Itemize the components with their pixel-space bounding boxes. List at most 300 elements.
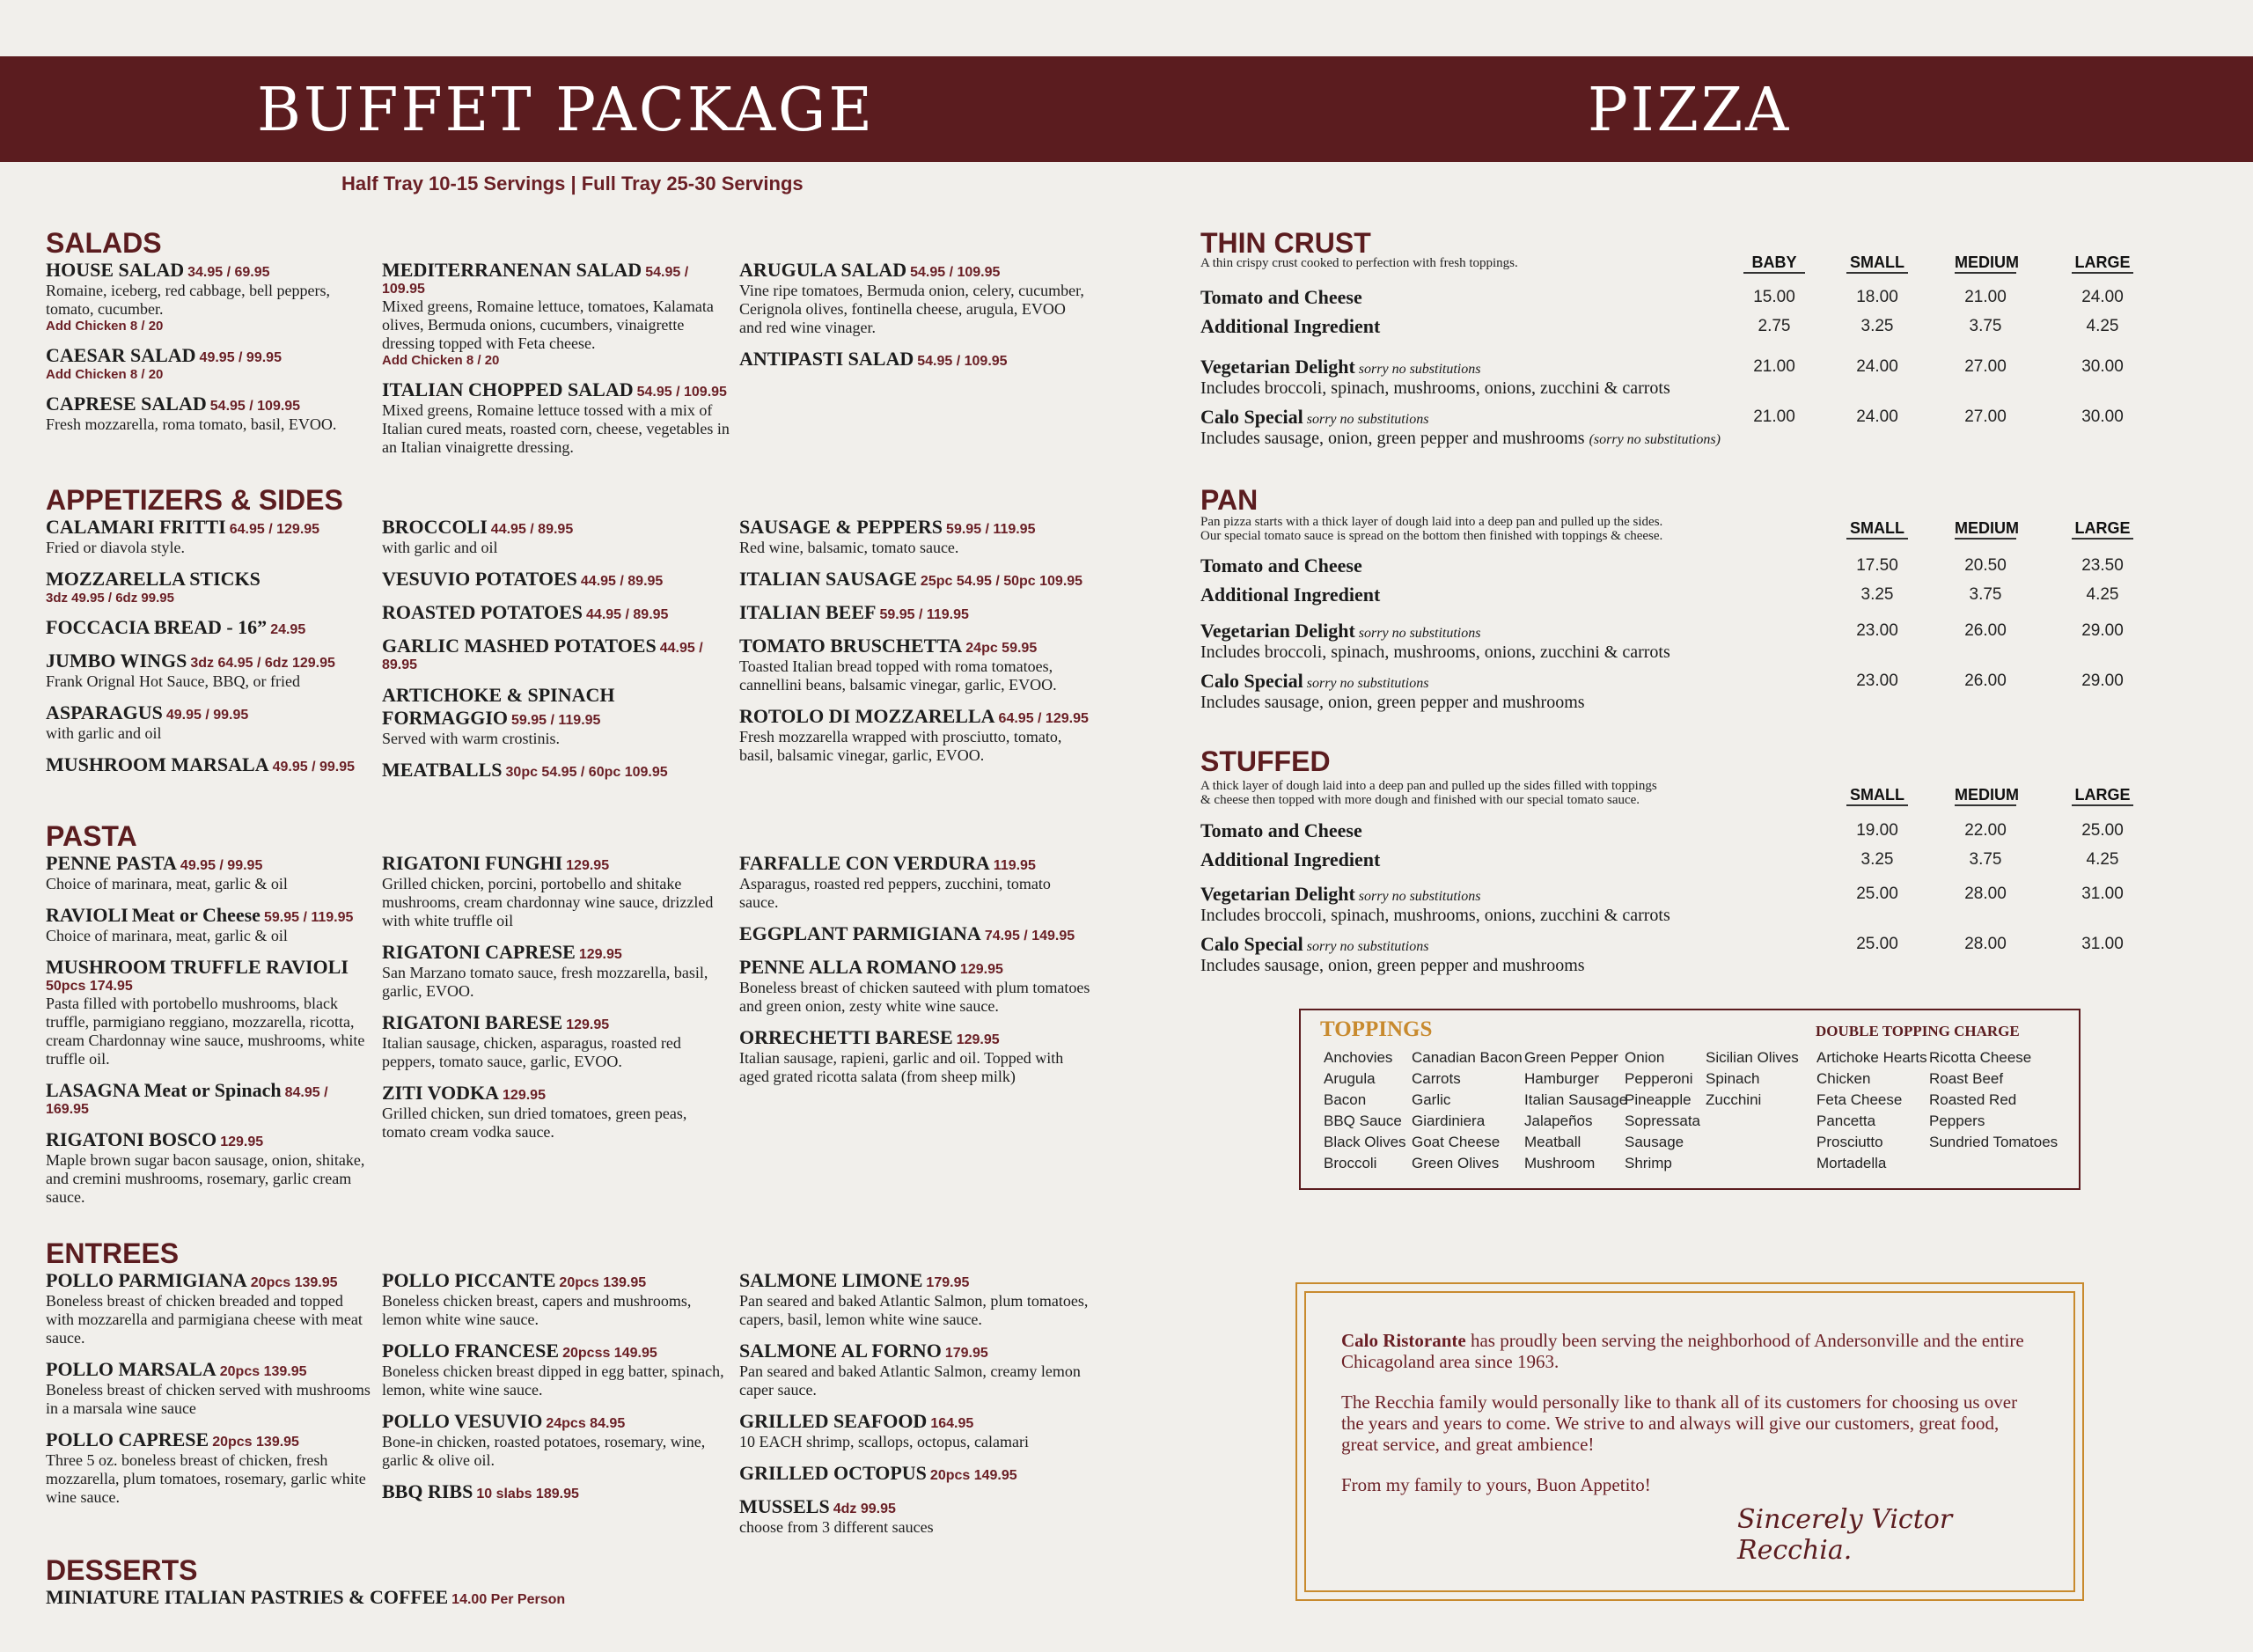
topping-item: Zucchini — [1706, 1091, 1762, 1108]
pizza-price: 3.75 — [1969, 585, 2002, 604]
menu-item — [46, 753, 373, 776]
item-description: Served with warm crostinis. — [382, 730, 560, 747]
pizza-price: 3.25 — [1860, 850, 1894, 869]
item-name: ITALIAN CHOPPED SALAD — [382, 378, 634, 400]
pizza-name-line — [1200, 933, 1887, 956]
pizza-row — [1200, 670, 1887, 712]
pizza-price: 28.00 — [1964, 885, 2007, 903]
item-name-line — [382, 601, 730, 624]
item-price: 20pcs 139.95 — [250, 1275, 338, 1290]
item-name-line — [46, 393, 373, 415]
topping-item: Jalapeños — [1524, 1112, 1593, 1129]
item-extra: 3dz 49.95 / 6dz 99.95 — [46, 591, 174, 606]
item-description: 10 EACH shrimp, scallops, octopus, calamari — [739, 1433, 1029, 1450]
item-description: Grilled chicken, porcini, portobello and shitake mushrooms, cream chardonnay wine sauce, drizzled with white truffle oil — [382, 875, 714, 929]
pizza-price: 15.00 — [1753, 288, 1795, 306]
pizza-name: Additional Ingredient — [1200, 848, 1381, 870]
item-price: 3dz 64.95 / 6dz 129.95 — [190, 656, 335, 671]
item-extra: Add Chicken 8 / 20 — [46, 319, 164, 334]
menu-item — [739, 516, 1091, 557]
topping-item: Sopressata — [1625, 1112, 1700, 1129]
item-name: RAVIOLI — [46, 904, 128, 926]
item-price: 25pc 54.95 / 50pc 109.95 — [920, 574, 1083, 589]
item-description: Fresh mozzarella, roma tomato, basil, EVOO. — [46, 415, 337, 433]
pizza-price: 31.00 — [2081, 885, 2124, 903]
item-name-line — [739, 1495, 1091, 1518]
pizza-name: Vegetarian Delight — [1200, 883, 1355, 905]
topping-item: Spinach — [1706, 1070, 1760, 1087]
item-price: 129.95 — [959, 962, 1003, 977]
toppings-column — [1324, 1047, 1406, 1174]
item-name-line — [46, 1586, 838, 1609]
item-name-line — [382, 1410, 730, 1433]
menu-item — [46, 956, 373, 1068]
item-name: POLLO MARSALA — [46, 1358, 216, 1380]
item-description: Italian sausage, chicken, asparagus, roasted red peppers, tomato sauce, garlic, EVOO. — [382, 1034, 681, 1070]
item-name: TOMATO BRUSCHETTA — [739, 635, 963, 657]
pizza-name-line — [1200, 620, 1887, 642]
item-name-line — [382, 1082, 730, 1105]
menu-item — [46, 393, 373, 434]
item-description: Pan seared and baked Atlantic Salmon, plum tomatoes, capers, basil, lemon white wine sauce. — [739, 1292, 1089, 1328]
item-description: with garlic and oil — [46, 724, 162, 742]
pizza-detail-line — [1200, 378, 1887, 398]
menu-item — [739, 1410, 1091, 1451]
topping-item: Broccoli — [1324, 1155, 1377, 1171]
item-description: Pan seared and baked Atlantic Salmon, creamy lemon caper sauce. — [739, 1362, 1081, 1399]
pizza-note: sorry no substitutions — [1358, 889, 1481, 904]
pizza-detail: Includes sausage, onion, green pepper and mushrooms — [1200, 956, 1585, 975]
item-name: CAESAR SALAD — [46, 344, 196, 366]
menu-item — [46, 1428, 373, 1507]
pizza-detail-line — [1200, 906, 1887, 925]
topping-item: Carrots — [1412, 1070, 1461, 1087]
pizza-row — [1200, 933, 1887, 975]
pizza-name: Calo Special — [1200, 933, 1303, 955]
menu-item — [46, 616, 373, 639]
pizza-section-description: A thick layer of dough laid into a deep pan and pulled up the sides filled with toppings — [1200, 779, 1657, 793]
pizza-name-line — [1200, 848, 1887, 871]
item-name: BROCCOLI — [382, 516, 488, 538]
menu-column — [739, 516, 1091, 775]
item-price: 59.95 / 119.95 — [946, 522, 1036, 537]
item-name: ROASTED POTATOES — [382, 601, 583, 623]
item-description: Bone-in chicken, roasted potatoes, rosemary, wine, garlic & olive oil. — [382, 1433, 706, 1469]
item-description: Fried or diavola style. — [46, 539, 185, 556]
double-topping-item: Roasted Red — [1929, 1091, 2017, 1108]
pizza-price: 23.00 — [1856, 672, 1898, 690]
menu-item — [739, 1340, 1091, 1399]
item-name: FOCCACIA BREAD - 16” — [46, 616, 268, 638]
item-name-line — [382, 635, 730, 673]
item-name-line — [382, 852, 730, 875]
pizza-detail-line — [1200, 693, 1887, 712]
pizza-price: 25.00 — [2081, 821, 2124, 840]
item-description: Romaine, iceberg, red cabbage, bell peppers, tomato, cucumber. — [46, 282, 331, 318]
item-price: 20pcs 149.95 — [929, 1468, 1017, 1483]
pizza-price: 2.75 — [1758, 317, 1791, 335]
item-price: 129.95 — [956, 1032, 1000, 1047]
item-name: JUMBO WINGS — [46, 650, 187, 672]
item-name: CALAMARI FRITTI — [46, 516, 226, 538]
menu-item — [382, 635, 730, 673]
item-name-line — [739, 259, 1091, 282]
pizza-name: Additional Ingredient — [1200, 315, 1381, 337]
double-topping-item: Sundried Tomatoes — [1929, 1134, 2059, 1150]
item-name-line — [739, 1462, 1091, 1485]
double-topping-item: Chicken — [1816, 1070, 1871, 1087]
menu-column — [46, 1269, 373, 1517]
pizza-price: 17.50 — [1856, 556, 1898, 575]
item-description: Three 5 oz. boneless breast of chicken, fresh mozzarella, plum tomatoes, rosemary, garlic white wine sauce. — [46, 1451, 366, 1506]
item-name-line — [382, 259, 730, 297]
item-price: 44.95 / 89.95 — [586, 607, 669, 622]
pizza-section-description: & cheese then topped with more dough and finished with our special tomato sauce. — [1200, 793, 1640, 807]
pizza-price: 3.25 — [1860, 317, 1894, 335]
item-name-line — [739, 922, 1091, 945]
item-name-line — [382, 1340, 730, 1362]
pizza-price: 29.00 — [2081, 672, 2124, 690]
pizza-price: 30.00 — [2081, 407, 2124, 426]
item-name-line — [739, 852, 1091, 875]
menu-column — [739, 259, 1091, 381]
item-price: 64.95 / 129.95 — [998, 711, 1089, 726]
item-price: 20pcss 149.95 — [562, 1346, 657, 1361]
item-description: with garlic and oil — [382, 539, 498, 556]
pizza-price: 23.50 — [2081, 556, 2124, 575]
double-topping-item: Pancetta — [1816, 1112, 1876, 1129]
item-name-line — [46, 1128, 373, 1151]
topping-item: Anchovies — [1324, 1049, 1393, 1066]
pizza-section-title: STUFFED — [1200, 745, 1331, 777]
pizza-section-description: A thin crispy crust cooked to perfection with fresh toppings. — [1200, 256, 1518, 270]
item-name-line — [46, 1269, 373, 1292]
item-name: MEDITERRANENAN SALAD — [382, 259, 642, 281]
section-title: APPETIZERS & SIDES — [46, 484, 343, 516]
item-description: Italian sausage, rapieni, garlic and oil. Topped with aged grated ricotta salata (from sheep milk) — [739, 1049, 1064, 1085]
item-name-line — [382, 759, 730, 782]
pizza-price: 4.25 — [2086, 585, 2119, 604]
pizza-price: 22.00 — [1964, 821, 2007, 840]
menu-item — [739, 259, 1091, 337]
item-description: Choice of marinara, meat, garlic & oil — [46, 875, 288, 892]
pizza-section-header — [1200, 744, 2181, 779]
double-toppings-column — [1929, 1047, 2058, 1153]
menu-item — [382, 684, 730, 748]
toppings-column — [1625, 1047, 1700, 1174]
topping-item: Black Olives — [1324, 1134, 1406, 1150]
item-name-line — [382, 941, 730, 964]
item-price: 44.95 / 89.95 — [580, 574, 664, 589]
pizza-price: 4.25 — [2086, 317, 2119, 335]
pizza-note: sorry no substitutions — [1306, 939, 1429, 954]
topping-item: Pineapple — [1625, 1091, 1692, 1108]
item-description: Red wine, balsamic, tomato sauce. — [739, 539, 959, 556]
buffet-package-title: BUFFET PACKAGE — [257, 76, 876, 145]
pizza-price: 25.00 — [1856, 935, 1898, 953]
menu-item — [382, 1480, 730, 1503]
item-description: Fresh mozzarella wrapped with prosciutto, tomato, basil, balsamic vinegar, garlic, EVOO. — [739, 728, 1062, 764]
item-name-line — [46, 568, 373, 591]
pizza-row — [1200, 883, 1887, 925]
size-header: LARGE — [2072, 519, 2133, 540]
topping-item: Meatball — [1524, 1134, 1582, 1150]
pizza-note: sorry no substitutions — [1358, 626, 1481, 641]
item-name: PENNE PASTA — [46, 852, 177, 874]
menu-item — [46, 568, 373, 606]
pizza-price: 28.00 — [1964, 935, 2007, 953]
menu-item — [739, 635, 1091, 694]
double-topping-item: Feta Cheese — [1816, 1091, 1903, 1108]
pizza-note: sorry no substitutions — [1358, 362, 1481, 377]
item-name-line — [46, 344, 373, 367]
menu-item — [46, 701, 373, 743]
menu-column — [46, 516, 373, 787]
about-history-text: has proudly been serving the neighborhood of Andersonville and the entire Chicagoland area since 1963. — [1341, 1330, 2024, 1372]
topping-item: Mushroom — [1524, 1155, 1596, 1171]
item-price: 20pcs 139.95 — [219, 1364, 307, 1379]
section-header — [46, 1236, 1115, 1271]
menu-item — [382, 1269, 730, 1329]
pizza-note: sorry no substitutions — [1306, 412, 1429, 427]
double-topping-item: Peppers — [1929, 1112, 1985, 1129]
item-description: Vine ripe tomatoes, Bermuda onion, celery, cucumber, Cerignola olives, fontinella cheese, arugula, EVOO and red wine vinager. — [739, 282, 1084, 336]
item-price: 59.95 / 119.95 — [263, 910, 354, 925]
section-title: ENTREES — [46, 1237, 180, 1269]
item-description: Boneless chicken breast dipped in egg batter, spinach, lemon, white wine sauce. — [382, 1362, 724, 1399]
menu-column — [46, 852, 373, 1217]
item-price: 54.95 / 109.95 — [917, 354, 1008, 369]
item-price: 54.95 / 109.95 — [382, 265, 689, 297]
pizza-price: 3.25 — [1860, 585, 1894, 604]
item-name-suffix: Meat or Cheese — [131, 904, 261, 926]
pizza-price: 4.25 — [2086, 850, 2119, 869]
menu-item — [46, 1586, 838, 1609]
topping-item: Italian Sausage — [1524, 1091, 1628, 1108]
item-name-line — [46, 650, 373, 672]
topping-item: Goat Cheese — [1412, 1134, 1501, 1150]
item-price: 44.95 / 89.95 — [490, 522, 574, 537]
pizza-price: 19.00 — [1856, 821, 1898, 840]
menu-item — [46, 344, 373, 382]
pizza-price: 31.00 — [2081, 935, 2124, 953]
about-box — [1304, 1291, 2075, 1592]
toppings-column — [1706, 1047, 1799, 1111]
item-name: GARLIC MASHED POTATOES — [382, 635, 657, 657]
section-title: SALADS — [46, 227, 162, 259]
item-name-line — [46, 1079, 373, 1118]
item-name: VESUVIO POTATOES — [382, 568, 577, 590]
topping-item: Sausage — [1625, 1134, 1684, 1150]
pizza-detail: Includes sausage, onion, green pepper and mushrooms — [1200, 693, 1585, 712]
menu-item — [382, 378, 730, 457]
pizza-detail-line — [1200, 429, 1887, 450]
item-name: POLLO FRANCESE — [382, 1340, 560, 1362]
item-description: Pasta filled with portobello mushrooms, black truffle, parmigiano reggiano, mozzarella, ricotta, cream Chardonnay wine sauce, mushrooms, white truffle oil. — [46, 995, 365, 1068]
pizza-section-description: Our special tomato sauce is spread on the bottom then finished with toppings & cheese. — [1200, 529, 1663, 543]
pizza-detail: Includes broccoli, spinach, mushrooms, onions, zucchini & carrots — [1200, 378, 1670, 398]
menu-item — [739, 852, 1091, 912]
item-description: Mixed greens, Romaine lettuce, tomatoes, Kalamata olives, Bermuda onions, cucumbers, vinaigrette dressing topped with Feta cheese. — [382, 297, 714, 352]
item-name-line — [382, 516, 730, 539]
pizza-detail: Includes sausage, onion, green pepper and mushrooms — [1200, 429, 1585, 448]
item-name: ORRECHETTI BARESE — [739, 1026, 953, 1048]
item-price: 64.95 / 129.95 — [229, 522, 320, 537]
item-description: Toasted Italian bread topped with roma tomatoes, cannellini beans, balsamic vinegar, garlic, EVOO. — [739, 657, 1057, 694]
pizza-note: sorry no substitutions — [1306, 676, 1429, 691]
pizza-price: 20.50 — [1964, 556, 2007, 575]
menu-item — [739, 348, 1091, 371]
about-paragraph-2: The Recchia family would personally like to thank all of its customers for choosing us over the years and years to come. We strive to and always will give our customers, great food, great service, and great ambience! — [1341, 1391, 2018, 1455]
pizza-name: Tomato and Cheese — [1200, 819, 1362, 841]
pizza-price: 21.00 — [1964, 288, 2007, 306]
item-description: Boneless breast of chicken served with mushrooms in a marsala wine sauce — [46, 1381, 371, 1417]
topping-item: Giardiniera — [1412, 1112, 1486, 1129]
item-name: EGGPLANT PARMIGIANA — [739, 922, 981, 944]
item-name: ASPARAGUS — [46, 701, 163, 723]
item-name-line — [382, 1269, 730, 1292]
menu-item — [46, 259, 373, 334]
size-header: MEDIUM — [1955, 519, 2016, 540]
item-name-line — [739, 601, 1091, 624]
item-price: 129.95 — [578, 947, 622, 962]
item-name: POLLO PARMIGIANA — [46, 1269, 247, 1291]
item-price: 20pcs 139.95 — [212, 1435, 299, 1450]
size-header: LARGE — [2072, 253, 2133, 274]
size-header: SMALL — [1846, 786, 1908, 806]
toppings-title: TOPPINGS — [1320, 1017, 1433, 1041]
item-name: BBQ RIBS — [382, 1480, 473, 1502]
topping-item: Green Olives — [1412, 1155, 1500, 1171]
menu-item — [46, 904, 373, 945]
menu-column — [382, 516, 730, 792]
pizza-price: 27.00 — [1964, 407, 2007, 426]
item-price: 179.95 — [944, 1346, 988, 1361]
menu-item — [739, 568, 1091, 591]
item-name: SALMONE LIMONE — [739, 1269, 923, 1291]
pizza-price: 27.00 — [1964, 357, 2007, 376]
item-price: 74.95 / 149.95 — [984, 929, 1075, 943]
menu-item — [382, 1011, 730, 1071]
pizza-section-title: PAN — [1200, 484, 1259, 516]
item-description: choose from 3 different sauces — [739, 1518, 934, 1536]
signature: Sincerely Victor Recchia. — [1737, 1504, 1953, 1566]
pizza-price: 24.00 — [2081, 288, 2124, 306]
menu-item — [382, 568, 730, 591]
item-name-line — [739, 956, 1091, 979]
section-header — [46, 819, 1115, 854]
pizza-name-line — [1200, 670, 1887, 693]
pizza-price: 23.00 — [1856, 621, 1898, 640]
item-name: ITALIAN BEEF — [739, 601, 877, 623]
item-name-line — [382, 1011, 730, 1034]
item-price: 34.95 / 69.95 — [187, 265, 270, 280]
item-price: 24pcs 84.95 — [546, 1416, 626, 1431]
item-price: 10 slabs 189.95 — [476, 1487, 579, 1501]
size-header: MEDIUM — [1955, 253, 2016, 274]
pizza-price: 24.00 — [1856, 407, 1898, 426]
size-header: MEDIUM — [1955, 786, 2016, 806]
item-description: Boneless breast of chicken breaded and topped with mozzarella and parmigiana cheese with meat sauce. — [46, 1292, 363, 1347]
menu-item — [739, 1462, 1091, 1485]
item-description: Mixed greens, Romaine lettuce tossed with a mix of Italian cured meats, roasted corn, cheese, vegetables in an Italian vinaigrette dressing. — [382, 401, 730, 456]
about-paragraph-3: From my family to yours, Buon Appetito! — [1341, 1474, 1651, 1495]
menu-column — [382, 1269, 730, 1514]
item-price: 44.95 / 89.95 — [382, 641, 703, 672]
topping-item: Bacon — [1324, 1091, 1367, 1108]
menu-column — [46, 1586, 838, 1619]
item-description: Boneless breast of chicken sauteed with plum tomatoes and green onion, zesty white wine sauce. — [739, 979, 1090, 1015]
item-name: SALMONE AL FORNO — [739, 1340, 942, 1362]
item-name-line — [46, 1428, 373, 1451]
section-title: DESSERTS — [46, 1554, 198, 1586]
size-header: BABY — [1743, 253, 1805, 274]
item-price: 20pcs 139.95 — [559, 1275, 647, 1290]
section-header — [46, 225, 1111, 261]
pizza-row — [1200, 848, 1887, 871]
restaurant-name: Calo Ristorante — [1341, 1330, 1466, 1351]
item-name: ITALIAN SAUSAGE — [739, 568, 917, 590]
item-price: 24.95 — [270, 622, 306, 637]
pizza-price: 3.75 — [1969, 850, 2002, 869]
section-header — [46, 1553, 1115, 1588]
pizza-name: Vegetarian Delight — [1200, 620, 1355, 642]
item-name-line — [46, 701, 373, 724]
toppings-column — [1412, 1047, 1523, 1174]
item-name-line — [46, 956, 373, 995]
item-name: ANTIPASTI SALAD — [739, 348, 914, 370]
topping-item: Pepperoni — [1625, 1070, 1693, 1087]
pizza-name: Calo Special — [1200, 406, 1303, 428]
pizza-name: Tomato and Cheese — [1200, 554, 1362, 576]
item-name-line — [46, 616, 373, 639]
topping-item: BBQ Sauce — [1324, 1112, 1402, 1129]
topping-item: Canadian Bacon — [1412, 1049, 1523, 1066]
item-name-line — [739, 568, 1091, 591]
pizza-title: PIZZA — [1588, 76, 1792, 145]
item-name: ARUGULA SALAD — [739, 259, 907, 281]
menu-item — [46, 650, 373, 691]
section-header — [46, 482, 1121, 518]
item-price: 49.95 / 99.95 — [165, 708, 249, 723]
item-price: 14.00 Per Person — [451, 1592, 566, 1607]
pizza-name-line — [1200, 883, 1887, 906]
pizza-price: 21.00 — [1753, 407, 1795, 426]
pizza-price: 26.00 — [1964, 672, 2007, 690]
menu-item — [382, 601, 730, 624]
item-name: ARTICHOKE & SPINACH FORMAGGIO — [382, 684, 615, 729]
menu-column — [382, 852, 730, 1152]
item-name: FARFALLE CON VERDURA — [739, 852, 990, 874]
item-name-line — [739, 1269, 1091, 1292]
topping-item: Sicilian Olives — [1706, 1049, 1799, 1066]
pizza-price: 24.00 — [1856, 357, 1898, 376]
pizza-price: 21.00 — [1753, 357, 1795, 376]
pizza-price: 25.00 — [1856, 885, 1898, 903]
pizza-section-header — [1200, 225, 2181, 261]
item-price: 59.95 / 119.95 — [879, 607, 969, 622]
double-topping-item: Ricotta Cheese — [1929, 1049, 2032, 1066]
pizza-name-line — [1200, 819, 1887, 842]
item-name-line — [382, 684, 730, 730]
item-name: RIGATONI FUNGHI — [382, 852, 563, 874]
item-name-line — [739, 516, 1091, 539]
double-toppings-column — [1816, 1047, 1927, 1174]
item-extra: Add Chicken 8 / 20 — [382, 353, 500, 368]
menu-item — [46, 1269, 373, 1347]
topping-item: Onion — [1625, 1049, 1665, 1066]
item-name: GRILLED OCTOPUS — [739, 1462, 927, 1484]
